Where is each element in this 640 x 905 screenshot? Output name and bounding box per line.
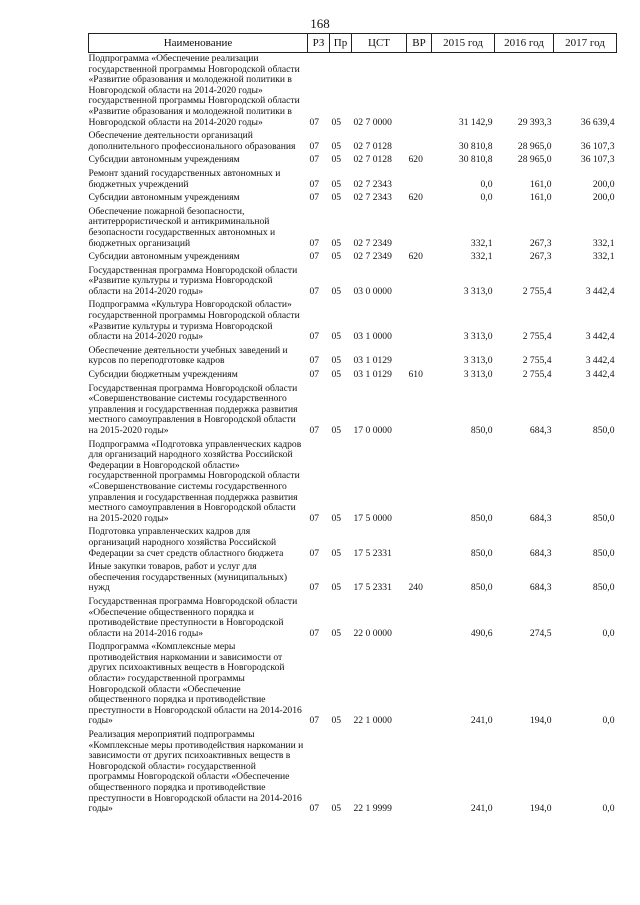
cell-name: Обеспечение пожарной безопасности, антитеррористической и антикриминальной безопасности государственных автономных и бюджетных организаций <box>88 205 276 249</box>
cell-cst: 22 1 9999 <box>353 803 392 815</box>
cell-pr: 05 <box>331 192 342 204</box>
cell-2016: 2 755,4 <box>522 285 552 297</box>
cell-rz: 07 <box>309 425 320 436</box>
cell-name: Ремонт зданий государственных автономных и бюджетных учреждений <box>88 167 281 190</box>
cell-pr: 05 <box>331 547 342 559</box>
cell-cst: 17 0 0000 <box>353 425 392 436</box>
cell-name: Подпрограмма «Подготовка управленческих кадров для организаций народного хозяйства Российской Федерации в Новгородской области» государственной программы Новгородской области «Совершенствование системы государственного управления и государственная поддержка развития местного самоуправления в Новгородской области на 2015-2020 годы» <box>88 438 302 524</box>
cell-2017: 200,0 <box>592 192 615 204</box>
header-cst: ЦСТ <box>352 34 407 53</box>
cell-2016: 28 965,0 <box>517 140 552 152</box>
cell-rz: 07 <box>309 285 320 297</box>
page-number: 168 <box>310 16 330 31</box>
cell-2015: 850,0 <box>470 582 493 594</box>
cell-name: Обеспечение деятельности организаций дополнительного профессионального образования <box>88 130 296 152</box>
cell-cst: 17 5 0000 <box>353 512 392 524</box>
table-row <box>89 168 617 192</box>
cell-cst: 03 0 0000 <box>353 285 392 297</box>
cell-pr: 05 <box>331 140 342 152</box>
cell-2015: 3 313,0 <box>463 285 493 297</box>
cell-vr <box>407 641 432 729</box>
cell-2016: 28 965,0 <box>517 154 552 166</box>
cell-2016: 267,3 <box>529 251 552 263</box>
cell-2017: 850,0 <box>592 582 615 594</box>
cell-2017: 850,0 <box>592 547 615 559</box>
cell-2015: 0,0 <box>480 192 493 204</box>
cell-name: Государственная программа Новгородской области «Развитие культуры и туризма Новгородской области на 2014-2020 годы» <box>88 264 298 297</box>
cell-2015: 3 313,0 <box>463 331 493 343</box>
cell-vr: 610 <box>408 369 423 381</box>
cell-2017: 3 442,4 <box>585 331 615 343</box>
cell-2017: 36 107,3 <box>580 140 615 152</box>
cell-2016: 684,3 <box>529 582 552 594</box>
cell-2016: 2 755,4 <box>522 331 552 343</box>
table-row <box>89 596 617 641</box>
cell-rz: 07 <box>309 803 320 815</box>
header-pr: Пр <box>330 34 352 53</box>
cell-cst: 22 1 0000 <box>353 715 392 727</box>
table-row <box>89 192 617 206</box>
cell-2017: 3 442,4 <box>585 369 615 381</box>
cell-name: Иные закупки товаров, работ и услуг для обеспечения государственных (муниципальных) нужд <box>88 561 288 594</box>
table-body <box>89 53 617 817</box>
table-row <box>89 53 617 131</box>
cell-2016: 194,0 <box>529 715 552 727</box>
table-row <box>89 561 617 596</box>
cell-rz: 07 <box>309 547 320 559</box>
cell-pr: 05 <box>331 582 342 594</box>
cell-name: Подпрограмма «Комплексные меры противодействия наркомании и зависимости от других психоактивных веществ в Новгородской области» государственной программы Новгородской области «Обеспечение общественного порядка и противодействие преступности в Новгородской области на 2014-2016 годы» <box>88 641 302 727</box>
cell-2016: 161,0 <box>529 192 552 204</box>
table-row <box>89 206 617 251</box>
header-vr: ВР <box>407 34 432 53</box>
cell-2016: 684,3 <box>529 547 552 559</box>
cell-cst: 22 0 0000 <box>353 627 392 639</box>
cell-2015: 30 810,8 <box>458 140 493 152</box>
cell-2016: 684,3 <box>529 425 552 436</box>
cell-vr <box>407 265 432 300</box>
cell-2015: 332,1 <box>470 251 493 263</box>
cell-2017: 850,0 <box>592 425 615 436</box>
cell-name: Реализация мероприятий подпрограммы «Комплексные меры противодействия наркомании и зависимости от других психоактивных веществ в Новгородской области» государственной программы Новгородской области «Обеспечение общественного порядка и противодействие преступности в Новгородской области на 2014-2016 годы» <box>88 729 304 815</box>
cell-2015: 0,0 <box>480 178 493 190</box>
cell-name: Подпрограмма «Обеспечение реализации государственной программы Новгородской области «Развитие образования и молодежной политики в Новгородской области на 2014-2020 годы» государственной программы Новгородской области «Развитие образования и молодежной политики в Новгородской области на 2014-2020 годы» <box>88 53 300 128</box>
cell-2017: 850,0 <box>592 512 615 524</box>
cell-cst: 02 7 0000 <box>353 116 392 128</box>
cell-vr <box>407 439 432 527</box>
cell-pr: 05 <box>331 512 342 524</box>
cell-2015: 31 142,9 <box>458 116 493 128</box>
cell-vr <box>407 53 432 131</box>
cell-pr: 05 <box>331 627 342 639</box>
cell-2016: 194,0 <box>529 803 552 815</box>
cell-pr: 05 <box>331 355 342 367</box>
cell-vr: 620 <box>408 192 423 204</box>
table-row <box>89 369 617 383</box>
cell-pr: 05 <box>331 178 342 190</box>
cell-2017: 3 442,4 <box>585 355 615 367</box>
cell-pr: 05 <box>331 285 342 297</box>
header-2015: 2015 год <box>432 34 495 53</box>
cell-2017: 0,0 <box>602 627 615 639</box>
cell-cst: 02 7 2349 <box>353 251 392 263</box>
cell-rz: 07 <box>309 331 320 343</box>
budget-table <box>88 33 617 817</box>
cell-rz: 07 <box>309 192 320 204</box>
cell-cst: 17 5 2331 <box>353 582 392 594</box>
cell-2017: 332,1 <box>592 237 615 249</box>
cell-name: Субсидии автономным учреждениям <box>88 192 240 204</box>
cell-2017: 36 107,3 <box>580 154 615 166</box>
cell-pr: 05 <box>331 715 342 727</box>
cell-vr <box>407 206 432 251</box>
cell-2015: 241,0 <box>470 803 493 815</box>
cell-cst: 02 7 2343 <box>353 178 392 190</box>
cell-2015: 850,0 <box>470 425 493 436</box>
cell-vr <box>407 729 432 817</box>
cell-cst: 03 1 0129 <box>353 355 392 367</box>
table-row <box>89 383 617 439</box>
cell-2015: 850,0 <box>470 512 493 524</box>
cell-2017: 36 639,4 <box>580 116 615 128</box>
table-row <box>89 729 617 817</box>
cell-cst: 02 7 2349 <box>353 237 392 249</box>
cell-cst: 02 7 2343 <box>353 192 392 204</box>
cell-2015: 3 313,0 <box>463 369 493 381</box>
table-row <box>89 251 617 265</box>
cell-rz: 07 <box>309 116 320 128</box>
cell-pr: 05 <box>331 116 342 128</box>
cell-vr <box>407 383 432 439</box>
cell-name: Государственная программа Новгородской области «Совершенствование системы государственного управления и государственная поддержка развития местного самоуправления в Новгородской области на 2015-2020 годы» <box>88 382 298 436</box>
cell-rz: 07 <box>309 251 320 263</box>
cell-vr <box>407 130 432 154</box>
cell-cst: 03 1 0000 <box>353 331 392 343</box>
table-header <box>89 34 617 53</box>
table-row <box>89 345 617 369</box>
cell-name: Подготовка управленческих кадров для организаций народного хозяйства Российской Федерации за счет средств областного бюджета <box>88 526 284 559</box>
cell-rz: 07 <box>309 140 320 152</box>
cell-name: Субсидии бюджетным учреждениям <box>88 369 238 381</box>
header-rz: РЗ <box>308 34 330 53</box>
cell-2015: 30 810,8 <box>458 154 493 166</box>
cell-2015: 332,1 <box>470 237 493 249</box>
cell-2016: 684,3 <box>529 512 552 524</box>
cell-2017: 0,0 <box>602 803 615 815</box>
cell-2015: 850,0 <box>470 547 493 559</box>
cell-vr <box>407 345 432 369</box>
cell-vr <box>407 596 432 641</box>
header-2017: 2017 год <box>554 34 617 53</box>
cell-2016: 267,3 <box>529 237 552 249</box>
cell-rz: 07 <box>309 627 320 639</box>
table-row <box>89 265 617 300</box>
table-row <box>89 299 617 344</box>
cell-2016: 2 755,4 <box>522 369 552 381</box>
table-row <box>89 526 617 561</box>
table-row <box>89 130 617 154</box>
cell-vr <box>407 526 432 561</box>
cell-name: Государственная программа Новгородской области «Обеспечение общественного порядка и противодействие преступности в Новгородской области на 2014-2016 годы» <box>88 595 298 639</box>
cell-2016: 29 393,3 <box>517 116 552 128</box>
cell-2016: 2 755,4 <box>522 355 552 367</box>
cell-2015: 241,0 <box>470 715 493 727</box>
cell-rz: 07 <box>309 582 320 594</box>
cell-pr: 05 <box>331 369 342 381</box>
cell-rz: 07 <box>309 369 320 381</box>
cell-name: Обеспечение деятельности учебных заведений и курсов по переподготовке кадров <box>88 344 288 367</box>
cell-2015: 490,6 <box>470 627 493 639</box>
cell-vr <box>407 168 432 192</box>
cell-name: Субсидии автономным учреждениям <box>88 154 240 166</box>
cell-cst: 02 7 0128 <box>353 154 392 166</box>
cell-cst: 02 7 0128 <box>353 140 392 152</box>
cell-pr: 05 <box>331 237 342 249</box>
cell-pr: 05 <box>331 251 342 263</box>
cell-cst: 03 1 0129 <box>353 369 392 381</box>
cell-rz: 07 <box>309 512 320 524</box>
cell-2017: 0,0 <box>602 715 615 727</box>
cell-2017: 3 442,4 <box>585 285 615 297</box>
cell-pr: 05 <box>331 803 342 815</box>
cell-rz: 07 <box>309 715 320 727</box>
cell-rz: 07 <box>309 154 320 166</box>
cell-2016: 161,0 <box>529 178 552 190</box>
cell-2017: 332,1 <box>592 251 615 263</box>
cell-rz: 07 <box>309 355 320 367</box>
cell-rz: 07 <box>309 178 320 190</box>
cell-name: Субсидии автономным учреждениям <box>88 251 240 263</box>
header-name: Наименование <box>89 34 308 53</box>
cell-rz: 07 <box>309 237 320 249</box>
cell-2016: 274,5 <box>529 627 552 639</box>
header-2016: 2016 год <box>495 34 554 53</box>
cell-pr: 05 <box>331 425 342 436</box>
cell-2017: 200,0 <box>592 178 615 190</box>
cell-pr: 05 <box>331 331 342 343</box>
table-row <box>89 154 617 168</box>
cell-vr: 620 <box>408 251 423 263</box>
cell-pr: 05 <box>331 154 342 166</box>
cell-vr: 620 <box>408 154 423 166</box>
cell-cst: 17 5 2331 <box>353 547 392 559</box>
cell-vr <box>407 299 432 344</box>
cell-vr: 240 <box>408 582 423 594</box>
table-row <box>89 641 617 729</box>
cell-name: Подпрограмма «Культура Новгородской области» государственной программы Новгородской области «Развитие культуры и туризма Новгородской области на 2014-2020 годы» <box>88 299 300 343</box>
cell-2015: 3 313,0 <box>463 355 493 367</box>
table-row <box>89 439 617 527</box>
